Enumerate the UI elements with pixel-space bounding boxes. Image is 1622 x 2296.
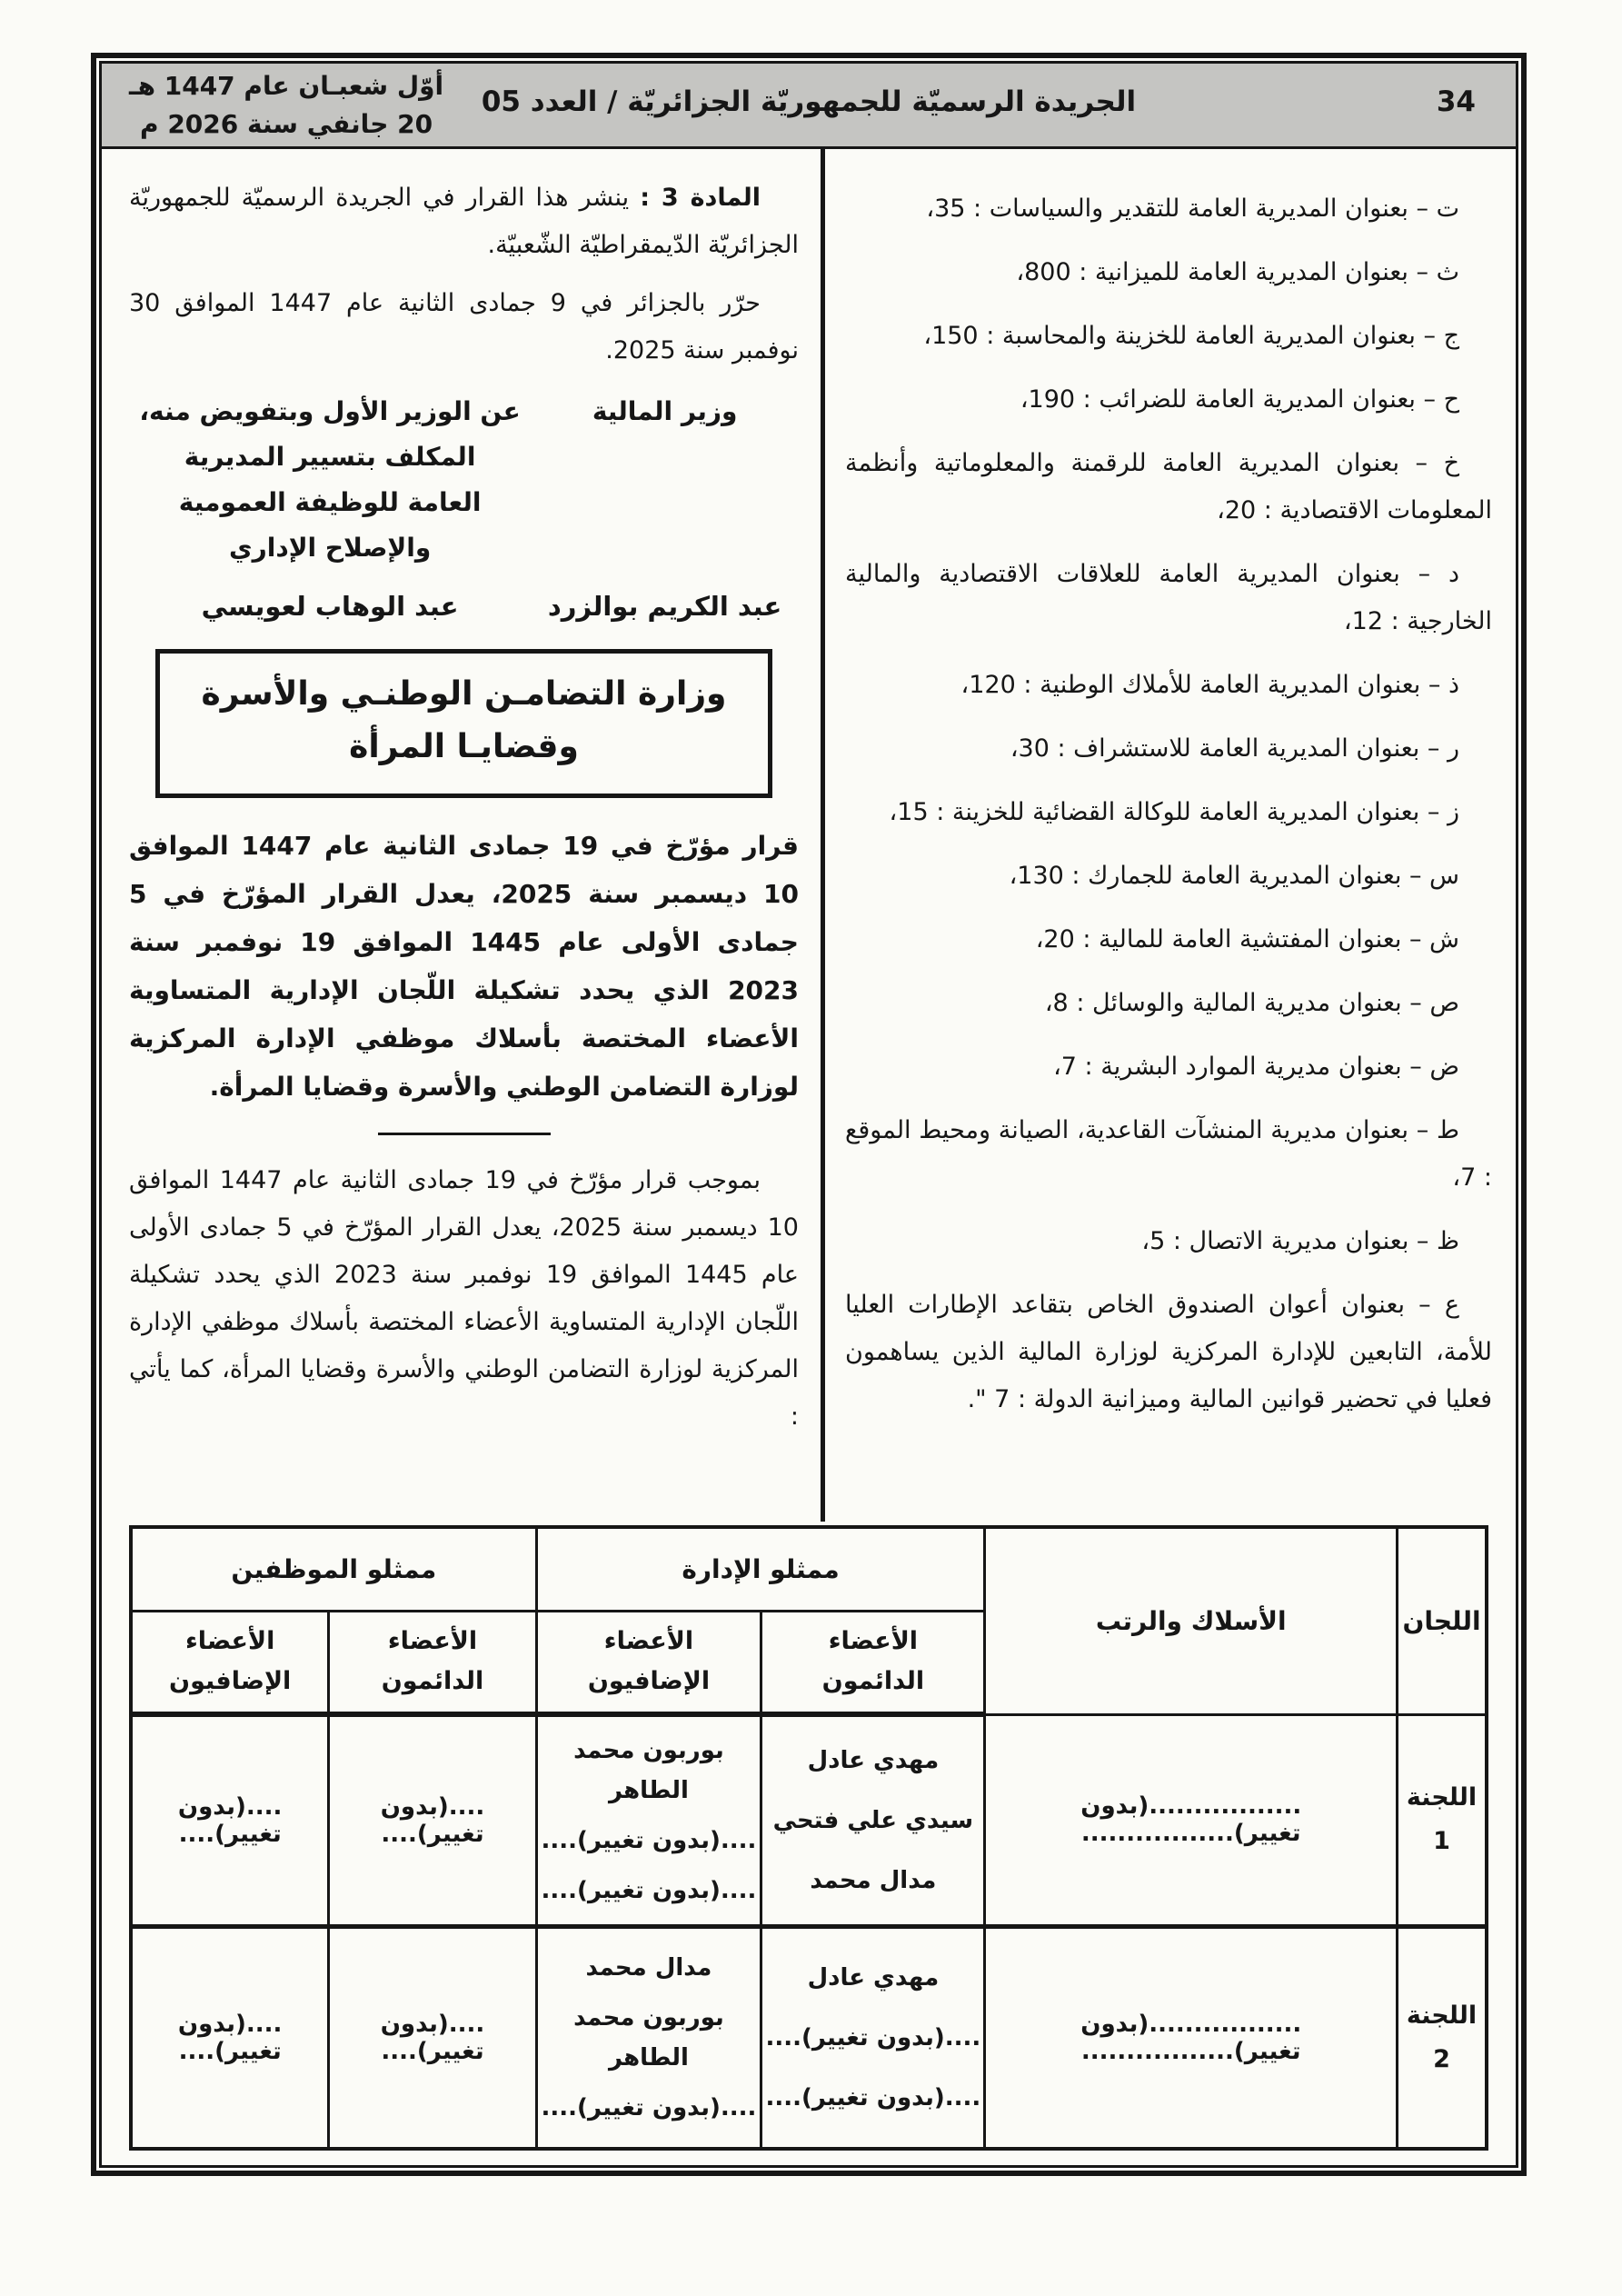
signatures-row [129, 591, 799, 622]
committee-number: 1 [1433, 1827, 1450, 1855]
list-item: ز – بعنوان المديرية العامة للوكالة القضائية للخزينة : 15، [889, 798, 1459, 826]
admin-additional-cell [536, 1714, 761, 1926]
ministry-title-line1: وزارة التضامـن الوطنـي والأسرة [201, 675, 727, 713]
member-name: مدال محمد [810, 1866, 937, 1894]
table-row-committee-2 [131, 1926, 1487, 2149]
corps-ranks-cell: .................(بدون تغيير)................. [985, 1714, 1398, 1926]
article-3-text: ينشر هذا القرار في الجريدة الرسميّة للجمهوريّة الجزائريّة الدّيمقراطيّة الشّعبيّة. [129, 184, 799, 259]
minister-title: وزير المالية [592, 396, 738, 426]
staff-permanent-cell: ....(بدون تغيير).... [329, 1926, 536, 2149]
member-name: ....(بدون تغيير).... [541, 1826, 757, 1854]
gregorian-date: 20 جانفي سنة 2026 م [140, 109, 433, 139]
list-item: ص – بعنوان مديرية المالية والوسائل : 8، [1044, 989, 1459, 1017]
hijri-date: أوّل شعبـان عام 1447 هـ [129, 71, 444, 101]
admin-permanent-cell [761, 1714, 985, 1926]
decree-title-paragraph: قرار مؤرّخ في 19 جمادى الثانية عام 1447 الموافق 10 ديسمبر سنة 2025، يعدل القرار المؤرّخ في 5 جمادى الأولى عام 1445 الموافق 19 نوفمبر سنة 2023 الذي يحدد تشكيلة اللّجان الإدارية المتساوية الأعضاء المختصة بأسلاك موظفي الإدارة المركزية لوزارة التضامن الوطني والأسرة وقضايا المرأة. [129, 831, 799, 1102]
signature-minister: عبد الكريم بوالزرد [547, 591, 782, 622]
text-columns [102, 149, 1516, 1525]
column-group-staff-representatives: ممثلو الموظفين [131, 1527, 536, 1611]
admin-additional-cell [536, 1926, 761, 2149]
list-item: ث – بعنوان المديرية العامة للميزانية : 800، [1016, 258, 1459, 286]
gazette-title: الجريدة الرسميّة للجمهوريّة الجزائريّة / العدد 05 [481, 85, 1137, 118]
table-row-committee-1 [131, 1714, 1487, 1926]
admin-permanent-cell [761, 1926, 985, 2149]
list-item: ر – بعنوان المديرية العامة للاستشراف : 30، [1010, 734, 1459, 763]
article-3-paragraph [129, 175, 799, 269]
column-header-corps-ranks: الأسلاك والرتب [985, 1527, 1398, 1714]
decree-body-paragraph: بموجب قرار مؤرّخ في 19 جمادى الثانية عام 1447 الموافق 10 ديسمبر سنة 2025، يعدل القرار المؤرّخ في 5 جمادى الأولى عام 1445 الموافق 19 نوفمبر سنة 2023 الذي يحدد تشكيلة اللّجان الإدارية المتساوية الأعضاء المختصة بأسلاك موظفي الإدارة المركزية لوزارة التضامن الوطني والأسرة وقضايا المرأة، كما يأتي : [129, 1166, 799, 1431]
member-name: مهدي عادل [807, 1963, 940, 1992]
committee-cell [1398, 1926, 1487, 2149]
staff-additional-cell: ....(بدون تغيير).... [131, 1926, 329, 2149]
delegation-line: العامة للوظيفة العمومية [178, 487, 482, 517]
staff-additional-cell: ....(بدون تغيير).... [131, 1714, 329, 1926]
table-header-row-groups [131, 1527, 1487, 1611]
member-name: ....(بدون تغيير).... [765, 2023, 981, 2051]
list-item: خ – بعنوان المديرية العامة للرقمنة والمعلوماتية وأنظمة المعلومات الاقتصادية : 20، [845, 449, 1492, 524]
column-divider-rule [821, 149, 825, 1522]
list-item: ط – بعنوان مديرية المنشآت القاعدية، الصيانة ومحيط الموقع : 7، [845, 1116, 1492, 1192]
member-name: بوربون محمد الطاهر [573, 2003, 724, 2071]
list-item: د – بعنوان المديرية العامة للعلاقات الاقتصادية والمالية الخارجية : 12، [845, 560, 1492, 635]
committee-name: اللجنة [1406, 2001, 1478, 2030]
page-frame [91, 53, 1527, 2176]
delegation-line: المكلف بتسيير المديرية [184, 442, 476, 472]
left-column [102, 149, 821, 1525]
committee-name: اللجنة [1406, 1783, 1478, 1812]
list-item: ض – بعنوان مديرية الموارد البشرية : 7، [1053, 1053, 1459, 1081]
column-group-admin-representatives: ممثلو الإدارة [536, 1527, 985, 1611]
list-item: ذ – بعنوان المديرية العامة للأملاك الوطنية : 120، [960, 671, 1459, 699]
minister-title-cell [531, 389, 799, 571]
article-3-label: المادة 3 : [640, 184, 761, 212]
delegation-line: عن الوزير الأول وبتفويض منه، [139, 396, 521, 426]
issued-at-paragraph: حرّر بالجزائر في 9 جمادى الثانية عام 1447 الموافق 30 نوفمبر سنة 2025. [129, 289, 799, 364]
member-name: ....(بدون تغيير).... [765, 2083, 981, 2111]
column-header-admin-additional: الأعضاء الإضافيون [536, 1611, 761, 1714]
signature-titles-row [129, 389, 799, 571]
list-item: س – بعنوان المديرية العامة للجمارك : 130، [1009, 862, 1459, 890]
list-item: ت – بعنوان المديرية العامة للتقدير والسياسات : 35، [926, 195, 1459, 223]
list-item: ح – بعنوان المديرية العامة للضرائب : 190، [1020, 385, 1459, 414]
committee-number: 2 [1433, 2044, 1450, 2073]
member-name: بوربون محمد الطاهر [573, 1736, 724, 1804]
committees-table [129, 1525, 1488, 2151]
delegation-line: والإصلاح الإداري [228, 533, 432, 563]
delegation-title-cell [129, 389, 531, 571]
ministry-section-title-box [155, 649, 771, 798]
ministry-title-line2: وقضايـا المرأة [349, 728, 579, 765]
corps-ranks-cell: .................(بدون تغيير)................. [985, 1926, 1398, 2149]
column-header-admin-permanent: الأعضاء الدائمون [761, 1611, 985, 1714]
list-item: ظ – بعنوان مديرية الاتصال : 5، [1141, 1227, 1459, 1255]
column-header-staff-permanent: الأعضاء الدائمون [329, 1611, 536, 1714]
list-item: ج – بعنوان المديرية العامة للخزينة والمحاسبة : 150، [923, 322, 1459, 350]
member-name: مدال محمد [585, 1953, 712, 1982]
staff-permanent-cell: ....(بدون تغيير).... [329, 1714, 536, 1926]
member-name: مهدي عادل [807, 1746, 940, 1774]
list-item: ش – بعنوان المفتشية العامة للمالية : 20، [1035, 925, 1459, 953]
member-name: ....(بدون تغيير).... [541, 1876, 757, 1904]
masthead-band [102, 64, 1516, 149]
page-frame-inner [99, 61, 1518, 2168]
list-item: ع – بعنوان أعوان الصندوق الخاص بتقاعد الإطارات العليا للأمة، التابعين للإدارة المركزية لوزارة المالية الذين يساهمون فعليا في تحضير قوانين المالية وميزانية الدولة : 7 ". [845, 1291, 1492, 1413]
section-separator-rule [378, 1133, 551, 1135]
member-name: سيدي علي فتحي [772, 1806, 974, 1834]
signature-delegate: عبد الوهاب لعويسي [201, 591, 459, 622]
right-column-directorates-list [825, 149, 1516, 1525]
page-number: 34 [1436, 85, 1476, 118]
column-header-committees: اللجان [1398, 1527, 1487, 1714]
committee-cell [1398, 1714, 1487, 1926]
column-header-staff-additional: الأعضاء الإضافيون [131, 1611, 329, 1714]
member-name: ....(بدون تغيير).... [541, 2093, 757, 2121]
